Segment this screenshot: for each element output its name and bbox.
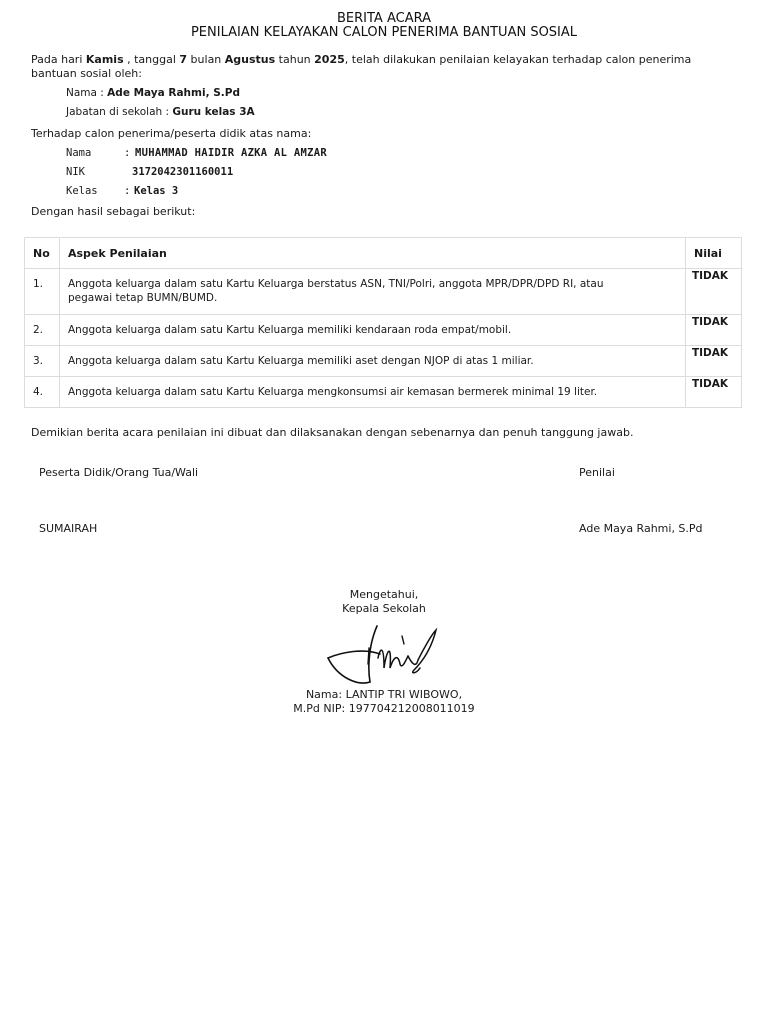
table-row	[25, 269, 742, 315]
assessor-position	[66, 106, 255, 118]
row-aspect	[59, 269, 685, 315]
closing-statement: Demikian berita acara penilaian ini dibuat dan dilaksanakan dengan sebenarnya dan penuh tanggung jawab.	[31, 426, 634, 439]
document-title: BERITA ACARA	[337, 11, 431, 26]
candidate-nik-label: NIK	[66, 166, 85, 178]
right-signatory-name: Ade Maya Rahmi, S.Pd	[579, 522, 703, 535]
row-aspect: Anggota keluarga dalam satu Kartu Keluarga mengkonsumsi air kemasan bermerek minimal 19 liter.	[59, 377, 685, 408]
intro-line-1	[31, 53, 691, 66]
assessor-name	[66, 87, 240, 99]
row-aspect: Anggota keluarga dalam satu Kartu Keluarga memiliki aset dengan NJOP di atas 1 miliar.	[59, 346, 685, 377]
row-aspect-line: Anggota keluarga dalam satu Kartu Keluarga berstatus ASN, TNI/Polri, anggota MPR/DPR/DPD RI, atau	[67, 278, 604, 290]
principal-nip: M.Pd NIP: 197704212008011019	[293, 702, 475, 715]
intro-line-2: bantuan sosial oleh:	[31, 67, 142, 80]
intro-day: Kamis	[85, 53, 124, 66]
column-header-no: No	[25, 238, 60, 269]
candidate-nik-value: 3172042301160011	[132, 166, 234, 178]
candidate-intro: Terhadap calon penerima/peserta didik atas nama:	[31, 127, 312, 140]
assessor-position-value: Guru kelas 3A	[172, 106, 255, 118]
table-row	[25, 315, 742, 346]
intro-text: Pada hari	[31, 53, 86, 66]
row-value: TIDAK	[685, 377, 741, 408]
acknowledgement-line-2: Kepala Sekolah	[342, 602, 426, 615]
principal-signature	[320, 624, 442, 688]
candidate-class-label: Kelas	[66, 185, 98, 197]
row-value: TIDAK	[685, 269, 741, 315]
principal-name: Nama: LANTIP TRI WIBOWO,	[305, 688, 463, 701]
intro-year: 2025	[314, 53, 345, 66]
row-number: 1.	[25, 269, 60, 315]
candidate-class-separator: :	[124, 185, 131, 197]
intro-date: 7	[179, 53, 188, 66]
left-signatory-name: SUMAIRAH	[39, 522, 98, 535]
column-header-aspek: Aspek Penilaian	[59, 238, 685, 269]
acknowledgement-line-1: Mengetahui,	[349, 588, 419, 601]
assessment-table	[24, 237, 742, 408]
assessor-name-value: Ade Maya Rahmi, S.Pd	[107, 87, 240, 99]
row-number: 2.	[25, 315, 60, 346]
table-header-row	[25, 238, 742, 269]
candidate-name-separator: :	[124, 147, 131, 159]
column-header-nilai: Nilai	[685, 238, 741, 269]
intro-text: , telah dilakukan penilaian kelayakan terhadap calon penerima	[344, 53, 692, 66]
document-subtitle: PENILAIAN KELAYAKAN CALON PENERIMA BANTUAN SOSIAL	[190, 25, 578, 40]
row-aspect-line: pegawai tetap BUMN/BUMD.	[67, 292, 218, 304]
row-number: 4.	[25, 377, 60, 408]
intro-text: tahun	[275, 53, 315, 66]
candidate-class-value: Kelas 3	[134, 185, 179, 197]
intro-text: , tanggal	[123, 53, 180, 66]
assessor-name-label: Nama :	[66, 87, 108, 99]
left-signatory-role: Peserta Didik/Orang Tua/Wali	[39, 466, 199, 479]
right-signatory-role: Penilai	[579, 466, 615, 479]
assessor-position-label: Jabatan di sekolah :	[66, 106, 173, 118]
table-row	[25, 377, 742, 408]
row-value: TIDAK	[685, 315, 741, 346]
candidate-name-value: MUHAMMAD HAIDIR AZKA AL AMZAR	[135, 147, 328, 159]
table-row	[25, 346, 742, 377]
row-aspect: Anggota keluarga dalam satu Kartu Keluarga memiliki kendaraan roda empat/mobil.	[59, 315, 685, 346]
row-value: TIDAK	[685, 346, 741, 377]
intro-month: Agustus	[224, 53, 276, 66]
candidate-name-label: Nama	[66, 147, 92, 159]
row-number: 3.	[25, 346, 60, 377]
result-intro: Dengan hasil sebagai berikut:	[31, 205, 196, 218]
intro-text: bulan	[187, 53, 225, 66]
